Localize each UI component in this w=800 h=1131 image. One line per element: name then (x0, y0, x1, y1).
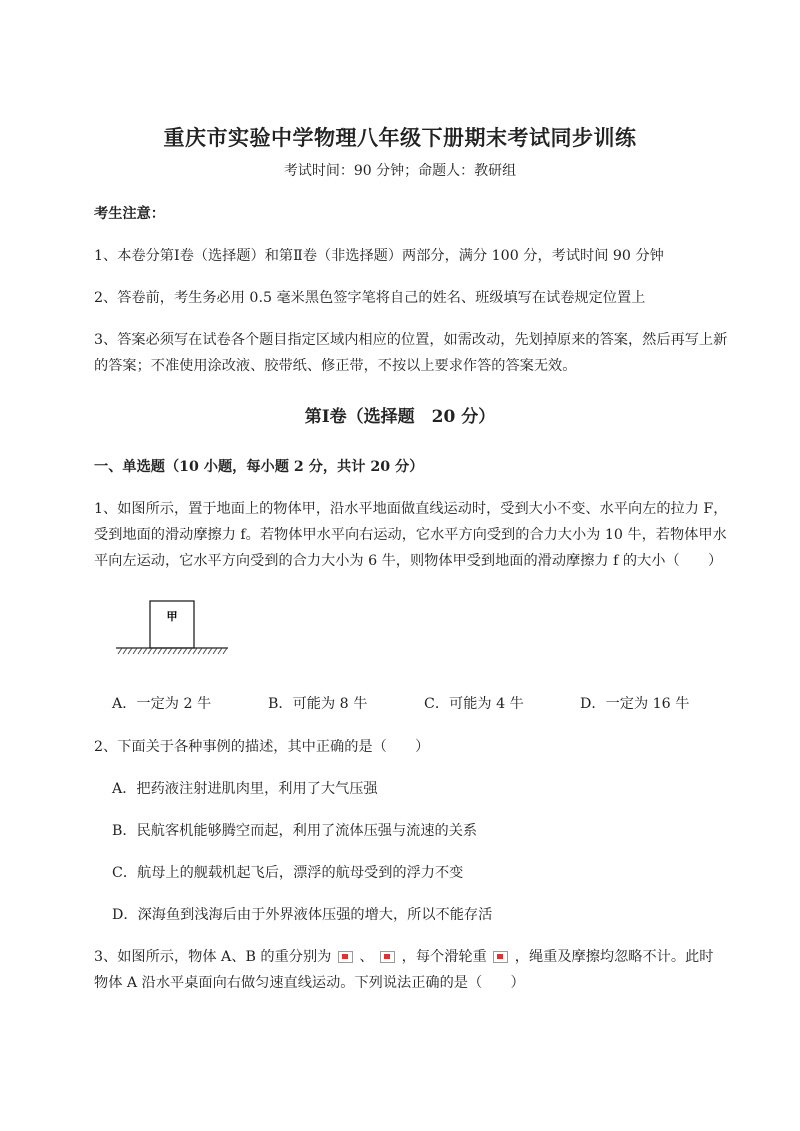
q1-line-3: 平向左运动，它水平方向受到的合力大小为 6 牛，则物体甲受到地面的滑动摩擦力 f 的大小（ ） (94, 553, 723, 569)
block-jia (150, 601, 194, 648)
q3-text-a: 3、如图所示，物体 A、B 的重分别为 (94, 949, 332, 965)
notice-heading: 考生注意： (94, 206, 165, 222)
broken-image-icon (380, 951, 395, 963)
q3-line-1 (94, 946, 713, 966)
exam-info: 考试时间：90 分钟；命题人：教研组 (283, 163, 517, 179)
q3-line-2: 物体 A 沿水平桌面向右做匀速直线运动。下列说法正确的是（ ） (94, 975, 525, 991)
q3-separator: 、 (359, 949, 374, 965)
notice-item-3-line-2: 的答案；不准使用涂改液、胶带纸、修正带，不按以上要求作答的答案无效。 (94, 358, 577, 374)
q3-text-b: ，每个滑轮重 (401, 949, 487, 965)
notice-item-3-line-1: 3、答案必须写在试卷各个题目指定区域内相应的位置，如需改动，先划掉原来的答案，然后再写上新 (94, 332, 728, 348)
q1-line-1: 1、如图所示，置于地面上的物体甲，沿水平地面做直线运动时，受到大小不变、水平向左的拉力 F， (94, 501, 728, 517)
page-title: 重庆市实验中学物理八年级下册期末考试同步训练 (163, 125, 637, 150)
q1-figure-block-on-ground (112, 598, 232, 660)
notice-item-1: 1、本卷分第Ⅰ卷（选择题）和第Ⅱ卷（非选择题）两部分，满分 100 分，考试时间 90 分钟 (94, 248, 664, 264)
q2-stem: 2、下面关于各种事例的描述，其中正确的是（ ） (94, 739, 430, 755)
ground-hatching (118, 648, 227, 654)
q2-option-a: A．把药液注射进肌肉里，利用了大气压强 (112, 781, 378, 797)
q1-option-c: C．可能为 4 牛 (424, 696, 524, 712)
block-label: 甲 (166, 610, 178, 623)
q2-option-d: D．深海鱼到浅海后由于外界液体压强的增大，所以不能存活 (112, 907, 493, 923)
q3-text-c: ，绳重及摩擦均忽略不计。此时 (514, 949, 714, 965)
broken-image-icon (338, 951, 353, 963)
section-title: 第Ⅰ卷（选择题 20 分） (304, 407, 496, 427)
part-heading: 一、单选题（10 小题，每小题 2 分，共计 20 分） (94, 459, 424, 475)
q2-option-b: B．民航客机能够腾空而起，利用了流体压强与流速的关系 (112, 823, 478, 839)
notice-item-2: 2、答卷前，考生务必用 0.5 毫米黑色签字笔将自己的姓名、班级填写在试卷规定位置上 (94, 290, 646, 306)
q2-option-c: C．航母上的舰载机起飞后，漂浮的航母受到的浮力不变 (112, 865, 464, 881)
q1-line-2: 受到地面的滑动摩擦力 f。若物体甲水平向右运动，它水平方向受到的合力大小为 10 牛，若物体甲水 (94, 527, 727, 543)
q1-option-a: A．一定为 2 牛 (112, 696, 212, 712)
broken-image-icon (493, 951, 508, 963)
q1-option-b: B．可能为 8 牛 (268, 696, 368, 712)
q1-option-d: D．一定为 16 牛 (580, 696, 690, 712)
